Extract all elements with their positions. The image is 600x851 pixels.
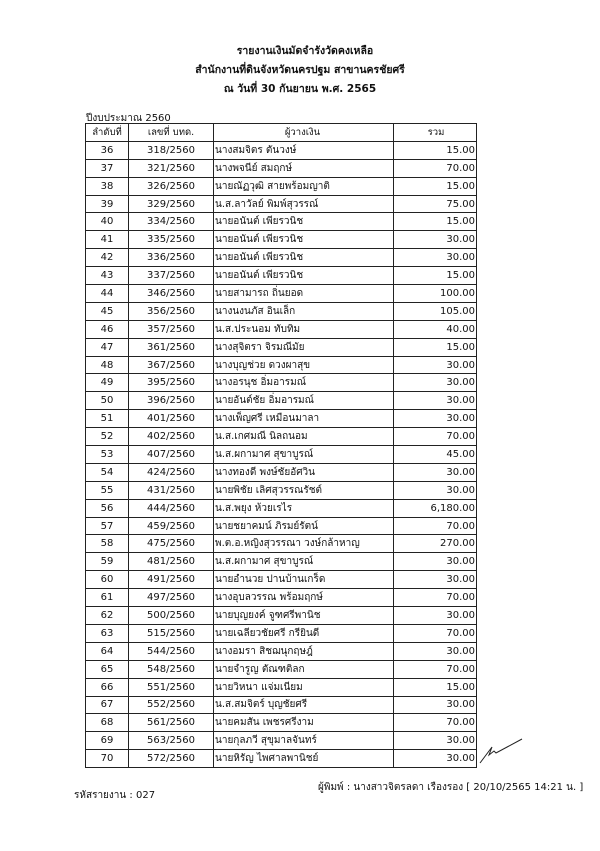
document-number: 337/2560 <box>129 267 214 285</box>
column-header-no: ลำดับที่ <box>86 124 129 142</box>
row-number: 61 <box>86 589 129 607</box>
document-number: 515/2560 <box>129 624 214 642</box>
document-number: 401/2560 <box>129 410 214 428</box>
amount: 105.00 <box>394 302 477 320</box>
table-row <box>86 517 477 535</box>
table-row <box>86 589 477 607</box>
row-number: 70 <box>86 750 129 768</box>
table-row <box>86 696 477 714</box>
document-number: 561/2560 <box>129 714 214 732</box>
document-number: 551/2560 <box>129 678 214 696</box>
row-number: 36 <box>86 141 129 159</box>
depositor-name: น.ส.ประนอม ทับทิม <box>214 320 394 338</box>
amount: 30.00 <box>394 696 477 714</box>
row-number: 52 <box>86 428 129 446</box>
document-number: 491/2560 <box>129 571 214 589</box>
row-number: 43 <box>86 267 129 285</box>
depositor-name: นายสามารถ ถิ่นยอด <box>214 285 394 303</box>
document-number: 424/2560 <box>129 463 214 481</box>
amount: 30.00 <box>394 732 477 750</box>
depositor-name: นายคมสัน เพชรศรีงาม <box>214 714 394 732</box>
amount: 6,180.00 <box>394 499 477 517</box>
report-header <box>0 42 600 99</box>
depositor-name: นายชยาคมน์ ภิรมย์รัตน์ <box>214 517 394 535</box>
depositor-name: นายอำนวย ปานบ้านเกร็ด <box>214 571 394 589</box>
amount: 70.00 <box>394 159 477 177</box>
row-number: 41 <box>86 231 129 249</box>
document-number: 544/2560 <box>129 642 214 660</box>
row-number: 47 <box>86 338 129 356</box>
row-number: 50 <box>86 392 129 410</box>
table-row <box>86 732 477 750</box>
table-row <box>86 642 477 660</box>
row-number: 67 <box>86 696 129 714</box>
amount: 70.00 <box>394 624 477 642</box>
row-number: 68 <box>86 714 129 732</box>
document-number: 481/2560 <box>129 553 214 571</box>
amount: 40.00 <box>394 320 477 338</box>
column-header-total: รวม <box>394 124 477 142</box>
depositor-name: นายอันต์ชัย อิ่มอารมณ์ <box>214 392 394 410</box>
document-number: 548/2560 <box>129 660 214 678</box>
table-row <box>86 302 477 320</box>
row-number: 48 <box>86 356 129 374</box>
depositor-name: น.ส.ลาวัลย์ พิมพ์สุวรรณ์ <box>214 195 394 213</box>
table-row <box>86 660 477 678</box>
document-number: 318/2560 <box>129 141 214 159</box>
document-number: 367/2560 <box>129 356 214 374</box>
document-number: 335/2560 <box>129 231 214 249</box>
table-row <box>86 213 477 231</box>
document-number: 572/2560 <box>129 750 214 768</box>
amount: 30.00 <box>394 356 477 374</box>
depositor-name: นางสุจิตรา จิรมณีมัย <box>214 338 394 356</box>
depositor-name: นายอนันต์ เพียรวนิช <box>214 213 394 231</box>
depositor-name: นายกุลภวี สุขุมาลจันทร์ <box>214 732 394 750</box>
amount: 100.00 <box>394 285 477 303</box>
row-number: 65 <box>86 660 129 678</box>
document-number: 321/2560 <box>129 159 214 177</box>
amount: 15.00 <box>394 213 477 231</box>
document-number: 346/2560 <box>129 285 214 303</box>
signature-mark <box>478 735 528 765</box>
depositor-name: น.ส.ผกามาศ สุขาบูรณ์ <box>214 553 394 571</box>
fiscal-year-label: ปีงบประมาณ 2560 <box>86 113 171 124</box>
row-number: 55 <box>86 481 129 499</box>
amount: 30.00 <box>394 410 477 428</box>
row-number: 63 <box>86 624 129 642</box>
amount: 70.00 <box>394 660 477 678</box>
depositor-name: นายเฉลียวชัยศรี กรียินดี <box>214 624 394 642</box>
table-row <box>86 624 477 642</box>
row-number: 64 <box>86 642 129 660</box>
amount: 45.00 <box>394 446 477 464</box>
row-number: 40 <box>86 213 129 231</box>
depositor-name: นายพิชัย เลิศสุวรรณรัชต์ <box>214 481 394 499</box>
document-number: 357/2560 <box>129 320 214 338</box>
document-number: 444/2560 <box>129 499 214 517</box>
amount: 30.00 <box>394 553 477 571</box>
row-number: 46 <box>86 320 129 338</box>
table-row <box>86 499 477 517</box>
depositor-name: นางทองดี พงษ์ชัยอัศวิน <box>214 463 394 481</box>
table-header-row <box>86 124 477 142</box>
depositor-name: นางพจนีย์ สมฤกษ์ <box>214 159 394 177</box>
row-number: 66 <box>86 678 129 696</box>
row-number: 39 <box>86 195 129 213</box>
amount: 70.00 <box>394 589 477 607</box>
table-row <box>86 678 477 696</box>
depositor-name: นายอนันต์ เพียรวนิช <box>214 231 394 249</box>
printed-by: ผู้พิมพ์ : นางสาวจิตรลดา เรืองรอง [ 20/10/2565 14:21 น. ] <box>318 782 584 793</box>
amount: 30.00 <box>394 249 477 267</box>
depositor-name: นางอรนุช อิ่มอารมณ์ <box>214 374 394 392</box>
table-body <box>86 141 477 767</box>
row-number: 57 <box>86 517 129 535</box>
document-number: 334/2560 <box>129 213 214 231</box>
office-name: สำนักงานที่ดินจังหวัดนครปฐม สาขานครชัยศรี <box>195 64 405 76</box>
deposit-table <box>85 123 477 768</box>
depositor-name: นายอนันต์ เพียรวนิช <box>214 249 394 267</box>
row-number: 42 <box>86 249 129 267</box>
amount: 15.00 <box>394 678 477 696</box>
document-number: 336/2560 <box>129 249 214 267</box>
document-number: 329/2560 <box>129 195 214 213</box>
amount: 70.00 <box>394 714 477 732</box>
report-date: ณ วันที่ 30 กันยายน พ.ศ. 2565 <box>223 83 377 95</box>
table-row <box>86 607 477 625</box>
amount: 70.00 <box>394 428 477 446</box>
amount: 70.00 <box>394 517 477 535</box>
table-row <box>86 285 477 303</box>
column-header-doc: เลขที่ บทด. <box>129 124 214 142</box>
amount: 30.00 <box>394 231 477 249</box>
document-number: 407/2560 <box>129 446 214 464</box>
amount: 30.00 <box>394 374 477 392</box>
depositor-name: นางสมจิตร ตันวงษ์ <box>214 141 394 159</box>
depositor-name: นางนงนภัส อินเล็ก <box>214 302 394 320</box>
amount: 270.00 <box>394 535 477 553</box>
column-header-depositor: ผู้วางเงิน <box>214 124 394 142</box>
document-number: 326/2560 <box>129 177 214 195</box>
row-number: 53 <box>86 446 129 464</box>
table-row <box>86 231 477 249</box>
depositor-name: นายณัฏวุฒิ สายพร้อมญาติ <box>214 177 394 195</box>
depositor-name: น.ส.พยุง ห้วยเรไร <box>214 499 394 517</box>
table-row <box>86 159 477 177</box>
table-row <box>86 356 477 374</box>
table-row <box>86 410 477 428</box>
row-number: 59 <box>86 553 129 571</box>
depositor-name: นางเพ็ญศรี เหมือนมาลา <box>214 410 394 428</box>
table-row <box>86 481 477 499</box>
table-row <box>86 571 477 589</box>
table-row <box>86 177 477 195</box>
report-code: รหัสรายงาน : 027 <box>74 790 156 801</box>
amount: 30.00 <box>394 481 477 499</box>
table-row <box>86 428 477 446</box>
table-row <box>86 141 477 159</box>
row-number: 62 <box>86 607 129 625</box>
amount: 15.00 <box>394 141 477 159</box>
row-number: 37 <box>86 159 129 177</box>
table-row <box>86 267 477 285</box>
document-number: 552/2560 <box>129 696 214 714</box>
depositor-name: นายหิรัญ ไพศาลพานิชย์ <box>214 750 394 768</box>
amount: 75.00 <box>394 195 477 213</box>
document-number: 356/2560 <box>129 302 214 320</box>
row-number: 60 <box>86 571 129 589</box>
document-number: 402/2560 <box>129 428 214 446</box>
amount: 15.00 <box>394 267 477 285</box>
depositor-name: นางอุบลวรรณ พร้อมฤกษ์ <box>214 589 394 607</box>
table-row <box>86 750 477 768</box>
table-row <box>86 463 477 481</box>
table-row <box>86 374 477 392</box>
document-number: 361/2560 <box>129 338 214 356</box>
document-number: 395/2560 <box>129 374 214 392</box>
table-row <box>86 553 477 571</box>
table-row <box>86 320 477 338</box>
document-number: 459/2560 <box>129 517 214 535</box>
row-number: 54 <box>86 463 129 481</box>
table-row <box>86 446 477 464</box>
depositor-name: นายวิหนา แจ่มเนียม <box>214 678 394 696</box>
amount: 15.00 <box>394 177 477 195</box>
amount: 30.00 <box>394 607 477 625</box>
table-row <box>86 714 477 732</box>
amount: 30.00 <box>394 642 477 660</box>
depositor-name: พ.ต.อ.หญิงสุวรรณา วงษ์กล้าหาญ <box>214 535 394 553</box>
depositor-name: นายจำรูญ ตัณฑติลก <box>214 660 394 678</box>
depositor-name: น.ส.ผกามาศ สุขาบูรณ์ <box>214 446 394 464</box>
row-number: 44 <box>86 285 129 303</box>
document-number: 500/2560 <box>129 607 214 625</box>
amount: 30.00 <box>394 750 477 768</box>
amount: 30.00 <box>394 392 477 410</box>
row-number: 45 <box>86 302 129 320</box>
row-number: 51 <box>86 410 129 428</box>
table-row <box>86 195 477 213</box>
document-number: 475/2560 <box>129 535 214 553</box>
row-number: 58 <box>86 535 129 553</box>
amount: 15.00 <box>394 338 477 356</box>
document-number: 563/2560 <box>129 732 214 750</box>
amount: 30.00 <box>394 571 477 589</box>
table-row <box>86 338 477 356</box>
depositor-name: นายบุญยงค์ จูฑศรีพานิช <box>214 607 394 625</box>
row-number: 56 <box>86 499 129 517</box>
depositor-name: น.ส.เกศมณี นิลถนอม <box>214 428 394 446</box>
table-row <box>86 249 477 267</box>
document-number: 431/2560 <box>129 481 214 499</box>
depositor-name: นางอมรา สิชฌนุกฤษฎ์ <box>214 642 394 660</box>
report-title: รายงานเงินมัดจำรังวัดคงเหลือ <box>236 45 374 57</box>
depositor-name: น.ส.สมจิตร์ บุญชัยศรี <box>214 696 394 714</box>
table-row <box>86 392 477 410</box>
row-number: 49 <box>86 374 129 392</box>
document-number: 396/2560 <box>129 392 214 410</box>
depositor-name: นางบุญช่วย ดวงผาสุข <box>214 356 394 374</box>
document-number: 497/2560 <box>129 589 214 607</box>
row-number: 69 <box>86 732 129 750</box>
table-row <box>86 535 477 553</box>
depositor-name: นายอนันต์ เพียรวนิช <box>214 267 394 285</box>
row-number: 38 <box>86 177 129 195</box>
amount: 30.00 <box>394 463 477 481</box>
